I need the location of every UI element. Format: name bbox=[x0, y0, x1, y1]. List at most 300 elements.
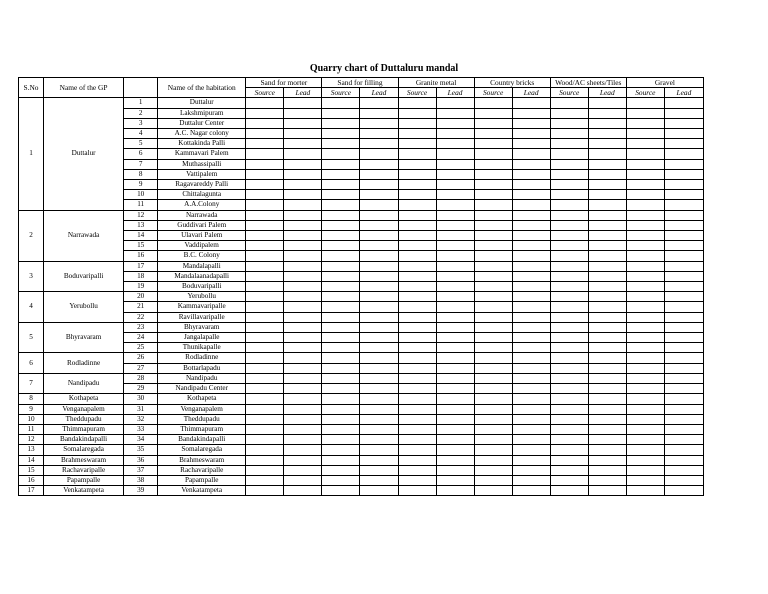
empty-cell bbox=[436, 445, 474, 455]
empty-cell bbox=[664, 322, 703, 332]
empty-cell bbox=[436, 353, 474, 363]
empty-cell bbox=[664, 435, 703, 445]
empty-cell bbox=[664, 486, 703, 496]
empty-cell bbox=[360, 353, 398, 363]
empty-cell bbox=[360, 129, 398, 139]
empty-cell bbox=[360, 149, 398, 159]
empty-cell bbox=[474, 455, 512, 465]
empty-cell bbox=[436, 312, 474, 322]
empty-cell bbox=[626, 384, 664, 394]
empty-cell bbox=[550, 98, 588, 108]
empty-cell bbox=[664, 231, 703, 241]
habitation-name-cell: Kothapeta bbox=[158, 394, 246, 404]
empty-cell bbox=[550, 241, 588, 251]
empty-cell bbox=[398, 455, 436, 465]
empty-cell bbox=[626, 312, 664, 322]
gp-name-cell: Thimmapuram bbox=[44, 424, 124, 434]
empty-cell bbox=[550, 220, 588, 230]
gp-name-cell: Somalaregada bbox=[44, 445, 124, 455]
empty-cell bbox=[246, 292, 284, 302]
empty-cell bbox=[322, 200, 360, 210]
habitation-number-cell: 19 bbox=[124, 282, 158, 292]
empty-cell bbox=[474, 404, 512, 414]
gp-name-cell: Duttalur bbox=[44, 98, 124, 210]
empty-cell bbox=[512, 271, 550, 281]
empty-cell bbox=[588, 414, 626, 424]
empty-cell bbox=[626, 373, 664, 383]
empty-cell bbox=[512, 414, 550, 424]
empty-cell bbox=[474, 261, 512, 271]
habitation-number-cell: 30 bbox=[124, 394, 158, 404]
empty-cell bbox=[322, 169, 360, 179]
table-row bbox=[19, 210, 704, 220]
empty-cell bbox=[398, 475, 436, 485]
empty-cell bbox=[246, 210, 284, 220]
habitation-name-cell: Guddivari Palem bbox=[158, 220, 246, 230]
empty-cell bbox=[588, 169, 626, 179]
gp-name-cell: Theddupadu bbox=[44, 414, 124, 424]
empty-cell bbox=[588, 108, 626, 118]
table-row bbox=[19, 414, 704, 424]
habitation-number-cell: 9 bbox=[124, 180, 158, 190]
empty-cell bbox=[436, 343, 474, 353]
habitation-name-cell: Bandakindapalli bbox=[158, 435, 246, 445]
empty-cell bbox=[550, 231, 588, 241]
empty-cell bbox=[284, 343, 322, 353]
table-row bbox=[19, 486, 704, 496]
empty-cell bbox=[550, 404, 588, 414]
habitation-number-cell: 6 bbox=[124, 149, 158, 159]
empty-cell bbox=[360, 210, 398, 220]
empty-cell bbox=[322, 312, 360, 322]
empty-cell bbox=[436, 486, 474, 496]
empty-cell bbox=[664, 404, 703, 414]
habitation-name-cell: Nandipadu Center bbox=[158, 384, 246, 394]
empty-cell bbox=[322, 475, 360, 485]
empty-cell bbox=[436, 292, 474, 302]
table-row bbox=[19, 435, 704, 445]
empty-cell bbox=[360, 343, 398, 353]
habitation-name-cell: Somalaregada bbox=[158, 445, 246, 455]
empty-cell bbox=[550, 271, 588, 281]
empty-cell bbox=[360, 373, 398, 383]
empty-cell bbox=[664, 210, 703, 220]
empty-cell bbox=[284, 465, 322, 475]
empty-cell bbox=[246, 251, 284, 261]
empty-cell bbox=[322, 118, 360, 128]
empty-cell bbox=[284, 373, 322, 383]
empty-cell bbox=[626, 210, 664, 220]
empty-cell bbox=[284, 241, 322, 251]
empty-cell bbox=[360, 108, 398, 118]
empty-cell bbox=[360, 261, 398, 271]
empty-cell bbox=[436, 251, 474, 261]
empty-cell bbox=[588, 424, 626, 434]
empty-cell bbox=[626, 486, 664, 496]
empty-cell bbox=[626, 353, 664, 363]
empty-cell bbox=[474, 180, 512, 190]
habitation-name-cell: Yerubollu bbox=[158, 292, 246, 302]
empty-cell bbox=[360, 394, 398, 404]
empty-cell bbox=[398, 180, 436, 190]
empty-cell bbox=[322, 292, 360, 302]
empty-cell bbox=[626, 129, 664, 139]
empty-cell bbox=[436, 302, 474, 312]
habitation-name-cell: Duttalur bbox=[158, 98, 246, 108]
empty-cell bbox=[322, 231, 360, 241]
empty-cell bbox=[588, 455, 626, 465]
empty-cell bbox=[284, 231, 322, 241]
empty-cell bbox=[664, 139, 703, 149]
empty-cell bbox=[512, 292, 550, 302]
habitation-number-cell: 29 bbox=[124, 384, 158, 394]
empty-cell bbox=[322, 251, 360, 261]
empty-cell bbox=[474, 220, 512, 230]
material-header: Wood/AC sheets/Tiles bbox=[550, 78, 626, 88]
empty-cell bbox=[284, 333, 322, 343]
empty-cell bbox=[360, 384, 398, 394]
empty-cell bbox=[664, 169, 703, 179]
habitation-number-cell: 24 bbox=[124, 333, 158, 343]
empty-cell bbox=[284, 384, 322, 394]
empty-cell bbox=[588, 129, 626, 139]
empty-cell bbox=[436, 231, 474, 241]
source-subheader: Source bbox=[322, 88, 360, 98]
empty-cell bbox=[360, 139, 398, 149]
header-row bbox=[19, 78, 704, 88]
empty-cell bbox=[360, 455, 398, 465]
empty-cell bbox=[626, 322, 664, 332]
empty-cell bbox=[474, 282, 512, 292]
table-body bbox=[19, 98, 704, 496]
empty-cell bbox=[550, 373, 588, 383]
habitation-number-cell: 27 bbox=[124, 363, 158, 373]
empty-cell bbox=[664, 302, 703, 312]
empty-cell bbox=[550, 322, 588, 332]
empty-cell bbox=[474, 129, 512, 139]
empty-cell bbox=[398, 251, 436, 261]
empty-cell bbox=[246, 108, 284, 118]
empty-cell bbox=[512, 231, 550, 241]
empty-cell bbox=[474, 475, 512, 485]
empty-cell bbox=[284, 200, 322, 210]
empty-cell bbox=[246, 282, 284, 292]
empty-cell bbox=[398, 394, 436, 404]
empty-cell bbox=[360, 333, 398, 343]
empty-cell bbox=[588, 373, 626, 383]
empty-cell bbox=[664, 455, 703, 465]
empty-cell bbox=[474, 414, 512, 424]
empty-cell bbox=[626, 282, 664, 292]
empty-cell bbox=[284, 353, 322, 363]
habitation-name-cell: Bhyravaram bbox=[158, 322, 246, 332]
lead-subheader: Lead bbox=[360, 88, 398, 98]
empty-cell bbox=[436, 261, 474, 271]
habitation-name-cell: Ragavareddy Palli bbox=[158, 180, 246, 190]
empty-cell bbox=[322, 282, 360, 292]
empty-cell bbox=[664, 414, 703, 424]
habitation-number-cell: 22 bbox=[124, 312, 158, 322]
empty-cell bbox=[284, 282, 322, 292]
empty-cell bbox=[246, 200, 284, 210]
empty-cell bbox=[246, 424, 284, 434]
table-row bbox=[19, 353, 704, 363]
empty-cell bbox=[512, 139, 550, 149]
empty-cell bbox=[246, 231, 284, 241]
empty-cell bbox=[550, 118, 588, 128]
empty-cell bbox=[550, 190, 588, 200]
empty-cell bbox=[512, 261, 550, 271]
empty-cell bbox=[360, 251, 398, 261]
empty-cell bbox=[512, 486, 550, 496]
gp-name-cell: Venganapalem bbox=[44, 404, 124, 414]
empty-cell bbox=[626, 343, 664, 353]
empty-cell bbox=[322, 384, 360, 394]
empty-cell bbox=[626, 220, 664, 230]
empty-cell bbox=[398, 435, 436, 445]
gp-name-cell: Rachavaripalle bbox=[44, 465, 124, 475]
empty-cell bbox=[588, 486, 626, 496]
empty-cell bbox=[626, 200, 664, 210]
empty-cell bbox=[398, 302, 436, 312]
empty-cell bbox=[588, 282, 626, 292]
table-row bbox=[19, 455, 704, 465]
empty-cell bbox=[360, 200, 398, 210]
empty-cell bbox=[284, 159, 322, 169]
empty-cell bbox=[284, 414, 322, 424]
habitation-number-cell: 21 bbox=[124, 302, 158, 312]
empty-cell bbox=[588, 180, 626, 190]
empty-cell bbox=[626, 292, 664, 302]
habitation-name-cell: Kammavaripalle bbox=[158, 302, 246, 312]
habitation-name-cell: Bottarlapadu bbox=[158, 363, 246, 373]
empty-cell bbox=[322, 455, 360, 465]
empty-cell bbox=[398, 353, 436, 363]
empty-cell bbox=[664, 129, 703, 139]
source-subheader: Source bbox=[246, 88, 284, 98]
gp-name-cell: Brahmeswaram bbox=[44, 455, 124, 465]
empty-cell bbox=[664, 118, 703, 128]
empty-cell bbox=[284, 394, 322, 404]
gp-name-cell: Boduvaripalli bbox=[44, 261, 124, 292]
habitation-number-cell: 17 bbox=[124, 261, 158, 271]
empty-cell bbox=[588, 333, 626, 343]
empty-cell bbox=[588, 475, 626, 485]
sno-cell: 6 bbox=[19, 353, 44, 373]
sno-cell: 3 bbox=[19, 261, 44, 292]
empty-cell bbox=[398, 139, 436, 149]
empty-cell bbox=[512, 445, 550, 455]
empty-cell bbox=[474, 343, 512, 353]
empty-cell bbox=[512, 159, 550, 169]
empty-cell bbox=[588, 394, 626, 404]
habitation-number-cell: 12 bbox=[124, 210, 158, 220]
material-header: Gravel bbox=[626, 78, 703, 88]
empty-cell bbox=[322, 210, 360, 220]
empty-cell bbox=[588, 292, 626, 302]
habitation-name-cell: Mandalapalli bbox=[158, 261, 246, 271]
habitation-name-cell: Nandipadu bbox=[158, 373, 246, 383]
empty-cell bbox=[588, 159, 626, 169]
empty-cell bbox=[284, 424, 322, 434]
habitation-name-cell: Kottakinda Palli bbox=[158, 139, 246, 149]
empty-cell bbox=[550, 261, 588, 271]
habitation-number-cell: 38 bbox=[124, 475, 158, 485]
source-subheader: Source bbox=[474, 88, 512, 98]
habitation-number-cell: 39 bbox=[124, 486, 158, 496]
empty-cell bbox=[550, 475, 588, 485]
empty-cell bbox=[246, 455, 284, 465]
habitation-name-cell: Muthassipalli bbox=[158, 159, 246, 169]
empty-cell bbox=[284, 404, 322, 414]
empty-cell bbox=[398, 231, 436, 241]
empty-cell bbox=[588, 241, 626, 251]
sno-cell: 16 bbox=[19, 475, 44, 485]
habitation-number-cell: 34 bbox=[124, 435, 158, 445]
empty-cell bbox=[398, 486, 436, 496]
empty-cell bbox=[398, 271, 436, 281]
empty-cell bbox=[512, 241, 550, 251]
empty-cell bbox=[436, 322, 474, 332]
empty-cell bbox=[246, 373, 284, 383]
empty-cell bbox=[360, 98, 398, 108]
table-row bbox=[19, 445, 704, 455]
habitation-number-cell: 28 bbox=[124, 373, 158, 383]
sno-cell: 4 bbox=[19, 292, 44, 323]
sno-cell: 5 bbox=[19, 322, 44, 353]
empty-cell bbox=[664, 363, 703, 373]
empty-cell bbox=[398, 363, 436, 373]
empty-cell bbox=[512, 353, 550, 363]
empty-cell bbox=[246, 414, 284, 424]
empty-cell bbox=[284, 363, 322, 373]
empty-cell bbox=[664, 312, 703, 322]
empty-cell bbox=[322, 220, 360, 230]
empty-cell bbox=[626, 231, 664, 241]
empty-cell bbox=[246, 190, 284, 200]
empty-cell bbox=[398, 445, 436, 455]
empty-cell bbox=[474, 322, 512, 332]
habitation-number-cell: 32 bbox=[124, 414, 158, 424]
empty-cell bbox=[512, 210, 550, 220]
empty-cell bbox=[664, 333, 703, 343]
habitation-number-cell: 23 bbox=[124, 322, 158, 332]
gp-name-cell: Bhyravaram bbox=[44, 322, 124, 353]
empty-cell bbox=[284, 169, 322, 179]
empty-cell bbox=[474, 394, 512, 404]
habitation-name-cell: A.A.Colony bbox=[158, 200, 246, 210]
sno-cell: 7 bbox=[19, 373, 44, 393]
empty-cell bbox=[284, 149, 322, 159]
empty-cell bbox=[664, 353, 703, 363]
empty-cell bbox=[474, 108, 512, 118]
empty-cell bbox=[474, 363, 512, 373]
gp-name-cell: Venkatampeta bbox=[44, 486, 124, 496]
empty-cell bbox=[664, 394, 703, 404]
empty-cell bbox=[664, 292, 703, 302]
empty-cell bbox=[284, 261, 322, 271]
gp-name-cell: Narrawada bbox=[44, 210, 124, 261]
empty-cell bbox=[246, 404, 284, 414]
empty-cell bbox=[474, 139, 512, 149]
empty-cell bbox=[398, 292, 436, 302]
empty-cell bbox=[588, 465, 626, 475]
table-row bbox=[19, 292, 704, 302]
empty-cell bbox=[398, 333, 436, 343]
empty-cell bbox=[246, 180, 284, 190]
empty-cell bbox=[664, 180, 703, 190]
empty-cell bbox=[474, 353, 512, 363]
empty-cell bbox=[550, 414, 588, 424]
empty-cell bbox=[626, 333, 664, 343]
empty-cell bbox=[512, 465, 550, 475]
material-header: Sand for filling bbox=[322, 78, 398, 88]
empty-cell bbox=[284, 180, 322, 190]
empty-cell bbox=[550, 108, 588, 118]
empty-cell bbox=[626, 404, 664, 414]
empty-cell bbox=[474, 465, 512, 475]
empty-cell bbox=[588, 404, 626, 414]
sno-cell: 11 bbox=[19, 424, 44, 434]
empty-cell bbox=[322, 159, 360, 169]
empty-cell bbox=[398, 261, 436, 271]
empty-cell bbox=[626, 465, 664, 475]
empty-cell bbox=[322, 333, 360, 343]
empty-cell bbox=[360, 404, 398, 414]
empty-cell bbox=[360, 118, 398, 128]
empty-cell bbox=[664, 220, 703, 230]
sno-cell: 12 bbox=[19, 435, 44, 445]
empty-cell bbox=[246, 261, 284, 271]
empty-cell bbox=[398, 241, 436, 251]
sno-cell: 9 bbox=[19, 404, 44, 414]
empty-cell bbox=[436, 465, 474, 475]
empty-cell bbox=[436, 220, 474, 230]
empty-cell bbox=[436, 271, 474, 281]
empty-cell bbox=[550, 343, 588, 353]
empty-cell bbox=[550, 312, 588, 322]
empty-cell bbox=[550, 282, 588, 292]
empty-cell bbox=[550, 353, 588, 363]
empty-cell bbox=[626, 271, 664, 281]
empty-cell bbox=[360, 241, 398, 251]
habitation-name-cell: Papampalle bbox=[158, 475, 246, 485]
empty-cell bbox=[550, 169, 588, 179]
empty-cell bbox=[246, 333, 284, 343]
empty-cell bbox=[626, 180, 664, 190]
empty-cell bbox=[550, 200, 588, 210]
empty-cell bbox=[512, 251, 550, 261]
gp-name-cell: Yerubollu bbox=[44, 292, 124, 323]
empty-cell bbox=[474, 210, 512, 220]
empty-cell bbox=[398, 190, 436, 200]
empty-cell bbox=[550, 465, 588, 475]
empty-cell bbox=[246, 394, 284, 404]
gp-name-cell: Nandipadu bbox=[44, 373, 124, 393]
empty-cell bbox=[322, 149, 360, 159]
empty-cell bbox=[588, 363, 626, 373]
empty-cell bbox=[550, 302, 588, 312]
empty-cell bbox=[512, 322, 550, 332]
empty-cell bbox=[284, 118, 322, 128]
empty-cell bbox=[284, 108, 322, 118]
empty-cell bbox=[664, 282, 703, 292]
empty-cell bbox=[360, 220, 398, 230]
empty-cell bbox=[322, 465, 360, 475]
empty-cell bbox=[474, 231, 512, 241]
empty-cell bbox=[398, 322, 436, 332]
empty-cell bbox=[398, 210, 436, 220]
